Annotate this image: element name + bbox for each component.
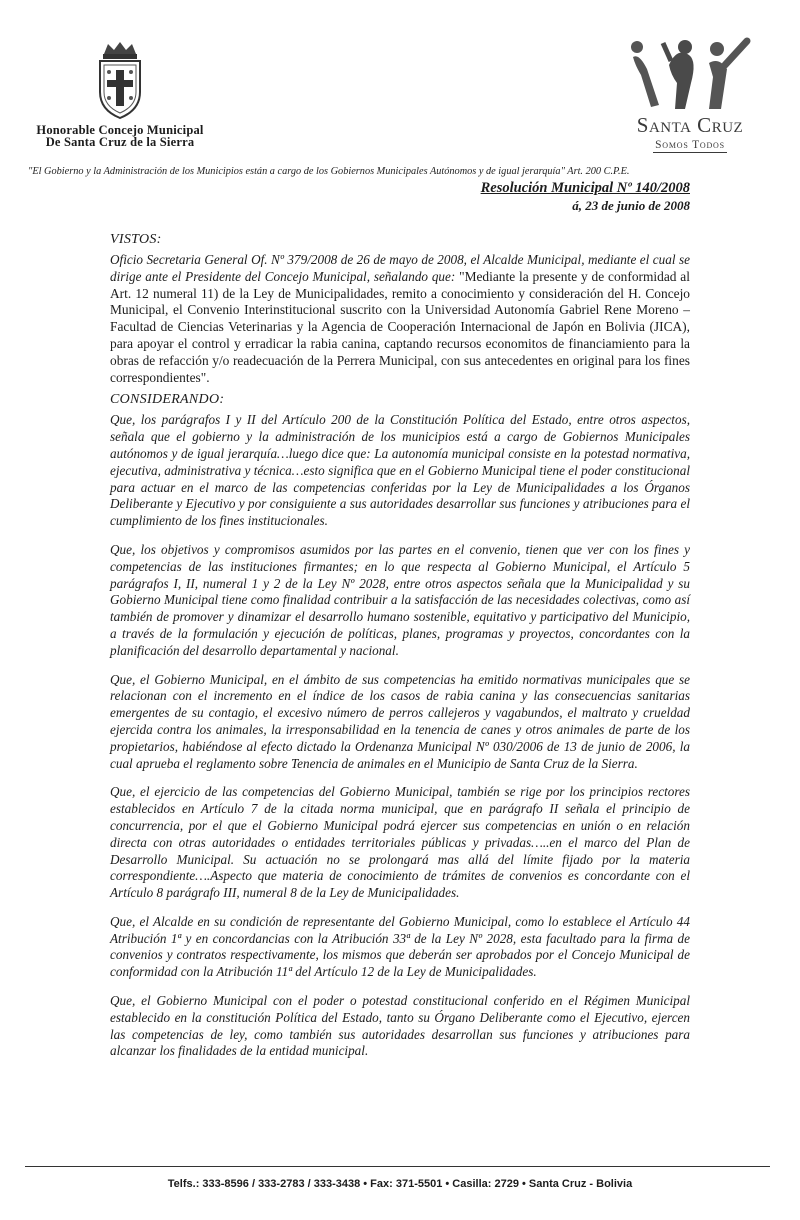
considerando-paragraph-3: Que, el Gobierno Municipal, en el ámbito de sus competencias ha emitido normativas municipales que se relacionan con el incremento en el índice de los casos de rabia canina y las consecuencias sanitarias emergentes de su contagio, el excesivo número de perros callejeros y vagabundos, el maltrato y crueldad ejercida contra los animales, la irresponsabilidad en la tenencia de canes y otros animales de parte de los propietarios, habiéndose al efecto dictado la Ordenanza Municipal Nº 030/2006 de 13 de junio de 2006, la cual aprueba el reglamento sobre Tenencia de animales en el Municipio de Santa Cruz de la Sierra.	[110, 671, 690, 771]
footer-contact: Telfs.: 333-8596 / 333-2783 / 333-3438 • Fax: 371-5501 • Casilla: 2729 • Santa Cruz - Bolivia	[167, 1178, 633, 1190]
constitution-quote: "El Gobierno y la Administración de los Municipios están a cargo de los Gobiernos Municipales Autónomos y de igual jerarquía" Art. 200 C.P.E.	[28, 166, 630, 177]
council-header	[30, 40, 210, 148]
footer-divider	[25, 1166, 770, 1167]
brand-slogan: Somos Todos	[655, 139, 725, 151]
vistos-heading: VISTOS:	[110, 232, 162, 247]
people-figures-icon	[625, 35, 755, 113]
considerando-heading: CONSIDERANDO:	[110, 392, 225, 408]
resolution-date: á, 23 de junio de 2008	[572, 198, 690, 213]
vistos-intro: Oficio Secretaria General Of. Nº 379/2008 de 26 de mayo de 2008, el Alcalde Municipal, mediante el cual se dirige ante el Presidente del Concejo Municipal, señalando que:	[110, 252, 690, 284]
considerando-paragraph-1: Que, los parágrafos I y II del Artículo 200 de la Constitución Política del Estado, entre otros aspectos, señala que el gobierno y la administración de los municipios está a cargo de Gobiernos Municipales autónomos y de igual jerarquía…luego dice que: La autonomía municipal consiste en la potestad normativa, ejecutiva, administrativa y técnica…esto significa que en el Gobierno Municipal tiene el poder constitucional para actuar en el marco de las competencias conferidas por la Ley de Municipalidades a los Órganos Deliberante y Ejecutivo y por consiguiente a sus autoridades desarrollar sus funciones y atribuciones para el cumplimiento de los fines institucionales.	[110, 412, 690, 529]
considerando-paragraph-2: Que, los objetivos y compromisos asumidos por las partes en el convenio, tienen que ver con los fines y competencias de las instituciones firmantes; en lo que respecta al Gobierno Municipal, el Artículo 5 parágrafos I, II, numeral 1 y 2 de la Ley Nº 2028, entre otros aspectos señala que la Municipalidad y su Gobierno Municipal tiene como finalidad contribuir a la satisfacción de las necesidades colectivas, como así también de promover y dinamizar el desarrollo humano sostenible, equitativo y participativo del Municipio, a través de la formulación y ejecución de políticas, planes, programas y proyectos, concordantes con la planificación del desarrollo departamental y nacional.	[110, 541, 690, 658]
council-name-line1: Honorable Concejo Municipal	[36, 123, 204, 137]
resolution-header	[481, 180, 690, 214]
vistos-paragraph	[110, 252, 690, 386]
coat-of-arms-icon	[94, 40, 146, 122]
vistos-quote: "Mediante la presente y de conformidad al Art. 12 numeral 11) de la Ley de Municipalidades, remito a conocimiento y consideración del H. Concejo Municipal, el Convenio Interinstitucional suscrito con la Universidad Autonomía Gabriel Rene Moreno – Facultad de Ciencias Veterinarias y la Agencia de Cooperación Internacional de Japón en Bolivia (JICA), para apoyar el control y erradicar la rabia canina, captando recursos economitos de financiamiento para la obras de refacción y/o readecuación de la Perrera Municipal, con sus antecedentes en original para los fines correspondientes".	[110, 268, 690, 385]
considerando-paragraph-5: Que, el Alcalde en su condición de representante del Gobierno Municipal, como lo establece el Artículo 44 Atribución 1ª y en concordancias con la Atribución 33ª de la Ley Nº 2028, esta facultado para la firma de convenios y contratos respectivamente, los mismos que deberán ser aprobados por el Concejo Municipal de conformidad con la Atribución 11ª del Artículo 12 de la Ley de Municipalidades.	[110, 913, 690, 980]
council-name-line2: De Santa Cruz de la Sierra	[45, 135, 195, 149]
document-body	[110, 232, 690, 1072]
brand-name: Santa Cruz	[636, 113, 744, 137]
considerando-paragraph-6: Que, el Gobierno Municipal con el poder o potestad constitucional conferido en el Régimen Municipal establecido en la constitución Política del Estado, tanto su Órgano Deliberante como el Ejecutivo, ejercen las competencias de ley, como también sus autoridades desarrollan sus funciones y atribuciones para alcanzar los finalidades de la entidad municipal.	[110, 993, 690, 1059]
considerando-paragraph-4: Que, el ejercicio de las competencias del Gobierno Municipal, también se rige por los principios rectores establecidos en Artículo 7 de la citada norma municipal, que en parágrafo II señala el principio de concurrencia, por el que el Gobierno Municipal podrá ejercer sus competencias en unión o en relación directa con otras autoridades o entidades territoriales públicas y privadas…..en el marco del Plan de Desarrollo Municipal. Su actuación no se prolongará mas allá del límite fijado por la materia correspondiente….Aspecto que materia de conocimiento de trámites de convenios es concordante con el Artículo 8 parágrafo III, numeral 8 de la Ley de Municipalidades.	[110, 784, 690, 901]
santa-cruz-logo	[620, 35, 760, 153]
resolution-title: Resolución Municipal Nº 140/2008	[480, 180, 690, 196]
